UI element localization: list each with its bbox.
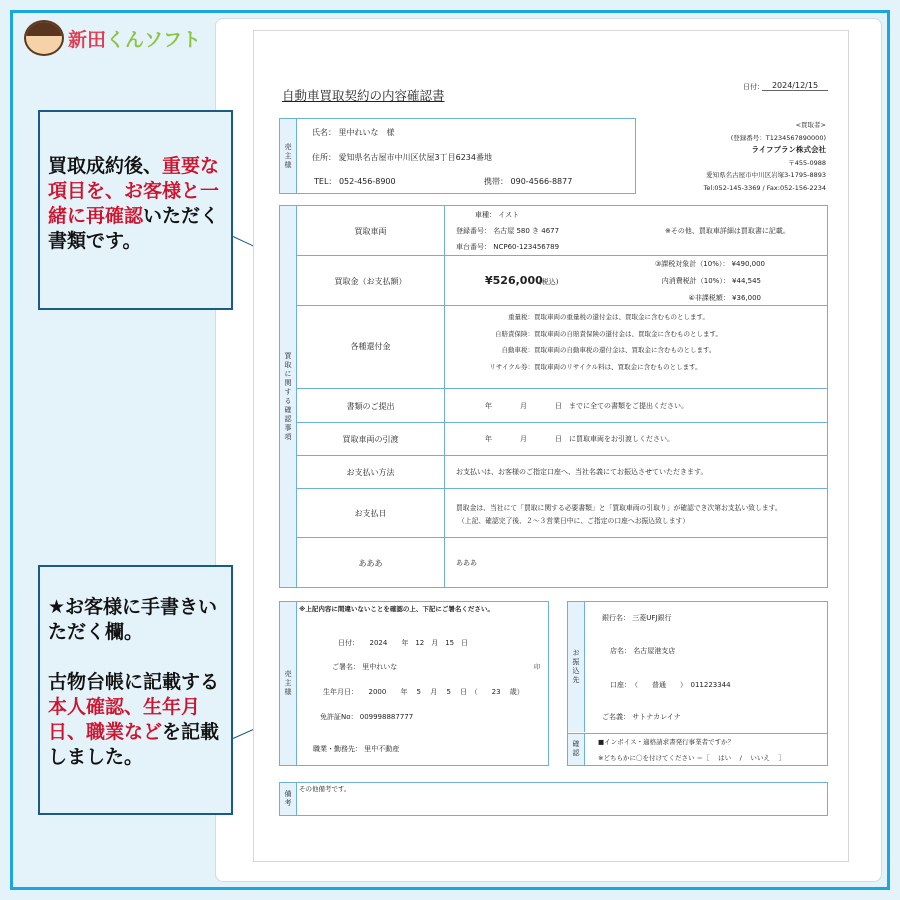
buyer-line: <買取者> bbox=[795, 121, 826, 129]
vehicle-reg: 登録番号： 名古屋 580 き 4677 bbox=[456, 227, 560, 235]
buyer-line: ライフプラン株式会社 bbox=[751, 145, 826, 155]
doc-title: 自動車買取契約の内容確認書 bbox=[282, 88, 445, 103]
confirmation-table bbox=[279, 205, 828, 588]
seller-label: 売主様 bbox=[280, 119, 297, 193]
row-label-handover: 買取車両の引渡 bbox=[342, 435, 399, 444]
bank-box bbox=[567, 601, 828, 766]
callout-text: 買取成約後、 bbox=[48, 155, 163, 177]
row-label-paydate: お支払日 bbox=[354, 509, 387, 518]
refund-item: リサイクル券：買取車両のリサイクル料は、買取金に含むものとします。 bbox=[489, 362, 702, 371]
row-label-misc: あああ bbox=[358, 559, 383, 568]
seal-mark: 印 bbox=[534, 664, 541, 671]
docs-text: 年 月 日 までに全ての書類をご提出ください。 bbox=[485, 402, 688, 410]
confirm-label: 確認 bbox=[568, 733, 585, 765]
logo-main: 新田 bbox=[68, 28, 107, 51]
sign-label: 売主様 bbox=[280, 602, 297, 765]
sign-license[interactable]: 免許証No： 009998887777 bbox=[320, 713, 414, 721]
buyer-line: 愛知県名古屋市中川区岩塚3-1795-8893 bbox=[706, 171, 826, 180]
callout-purpose bbox=[38, 110, 233, 310]
row-label-vehicle: 買取車両 bbox=[354, 227, 387, 236]
callout-text: ★お客様に手書きいただく欄。 bbox=[48, 596, 218, 643]
remarks-box bbox=[279, 782, 828, 816]
remarks-label: 備考 bbox=[280, 783, 297, 815]
date-label: 日付： bbox=[743, 83, 764, 91]
refund-item: 自動車税：買取車両の自動車税の還付金は、買取金に含むものとします。 bbox=[501, 346, 716, 354]
callout-text: 重要な項目を、お客様と一緒に再確認 bbox=[48, 155, 220, 227]
buyer-line: (登録番号：T1234567890000) bbox=[730, 133, 826, 142]
callout-text: 本人確認、生年月日、職業など bbox=[48, 696, 201, 743]
price-consumption: 内消費税計（10%）： ¥44,545 bbox=[661, 277, 761, 285]
sign-birth[interactable]: 生年月日： 2000 年 5 月 5 日 （ 23 歳） bbox=[323, 688, 524, 696]
vehicle-model: 車種： イスト bbox=[475, 211, 520, 219]
section-label: 買取に関する確認事項 bbox=[280, 206, 297, 587]
sign-notice: ※上記内容に間違いないことを確認の上、下記にご署名ください。 bbox=[299, 605, 494, 613]
logo-sub: くんソフト bbox=[106, 28, 202, 51]
buyer-line: Tel:052-145-3369 / Fax:052-156-2234 bbox=[703, 183, 826, 192]
vehicle-note: ※その他、買取車詳細は買取書に記載。 bbox=[665, 227, 790, 235]
mascot-face-icon bbox=[24, 20, 64, 56]
bank-label: お振込先 bbox=[568, 602, 585, 732]
price-tax-in: (税込) bbox=[539, 278, 559, 286]
bank-branch: 店名： 名古屋港支店 bbox=[610, 647, 676, 655]
handover-text: 年 月 日 に買取車両をお引渡しください。 bbox=[485, 435, 674, 443]
seller-name: 氏名： 里中れいな 様 bbox=[312, 128, 395, 137]
row-label-docs: 書類のご提出 bbox=[346, 402, 395, 411]
price-nontax: ④非課税額： ¥36,000 bbox=[688, 294, 761, 302]
refund-item: 自賠責保険：買取車両の自賠責保険の還付金は、買取金に含むものとします。 bbox=[495, 329, 722, 338]
paydate-line2: （上記、確認完了後、２～３営業日中に、ご指定の口座へお振込致します） bbox=[458, 517, 690, 525]
logo bbox=[24, 20, 201, 56]
callout-handwrite bbox=[38, 565, 233, 815]
seller-box bbox=[279, 118, 636, 194]
callout-text: を記載しました。 bbox=[48, 721, 220, 768]
remarks-text: その他備考です。 bbox=[299, 785, 351, 793]
bank-account: 口座： （ 普通 ） 011223344 bbox=[610, 681, 731, 689]
sign-job[interactable]: 職業・勤務先： 里中不動産 bbox=[313, 745, 400, 753]
invoice-question: ■インボイス・適格請求書発行事業者ですか？ bbox=[598, 738, 735, 746]
sign-name[interactable]: ご署名： 里中れいな bbox=[332, 663, 398, 671]
vehicle-chassis: 車台番号： NCP60-123456789 bbox=[456, 243, 560, 251]
callout-text: いただく書類です。 bbox=[48, 205, 220, 252]
method-text: お支払いは、お客様のご指定口座へ、当社名義にてお振込させていただきます。 bbox=[456, 468, 708, 476]
paydate-line1: 買取金は、当社にて「買取に関する必要書類」と「買取車両の引取り」が確認でき次第お支払い致します。 bbox=[456, 504, 782, 512]
seller-address: 住所： 愛知県名古屋市中川区伏屋3丁目6234番地 bbox=[312, 153, 492, 162]
row-label-price: 買取金（お支払額） bbox=[334, 277, 407, 286]
buyer-info bbox=[704, 119, 826, 195]
doc-date: 2024/12/15 bbox=[762, 81, 828, 91]
seller-tel: TEL： 052-456-8900 bbox=[314, 177, 396, 186]
row-label-method: お支払い方法 bbox=[346, 468, 395, 477]
callout-text: 古物台帳に記載する bbox=[48, 671, 220, 693]
signature-box bbox=[279, 601, 549, 766]
price-taxable: ③課税対象計（10%）： ¥490,000 bbox=[655, 260, 765, 268]
bank-holder: ご名義： サトナカレイナ bbox=[602, 713, 681, 721]
bank-name: 銀行名： 三菱UFJ銀行 bbox=[602, 614, 672, 622]
seller-mobile: 携帯： 090-4566-8877 bbox=[484, 177, 573, 186]
price-amount: ¥526,000 bbox=[485, 274, 543, 287]
invoice-answer[interactable]: ※どちらかに〇を付けてください ＝［ はい / いいえ ］ bbox=[598, 754, 785, 762]
misc-text: あああ bbox=[456, 559, 477, 567]
buyer-line: 〒455-0988 bbox=[788, 158, 826, 167]
row-label-refund: 各種還付金 bbox=[350, 342, 391, 351]
sign-date: 日付： 2024 年 12 月 15 日 bbox=[338, 639, 469, 647]
refund-item: 重量税：買取車両の重量税の還付金は、買取金に含むものとします。 bbox=[508, 313, 709, 321]
refund-list bbox=[456, 309, 722, 375]
